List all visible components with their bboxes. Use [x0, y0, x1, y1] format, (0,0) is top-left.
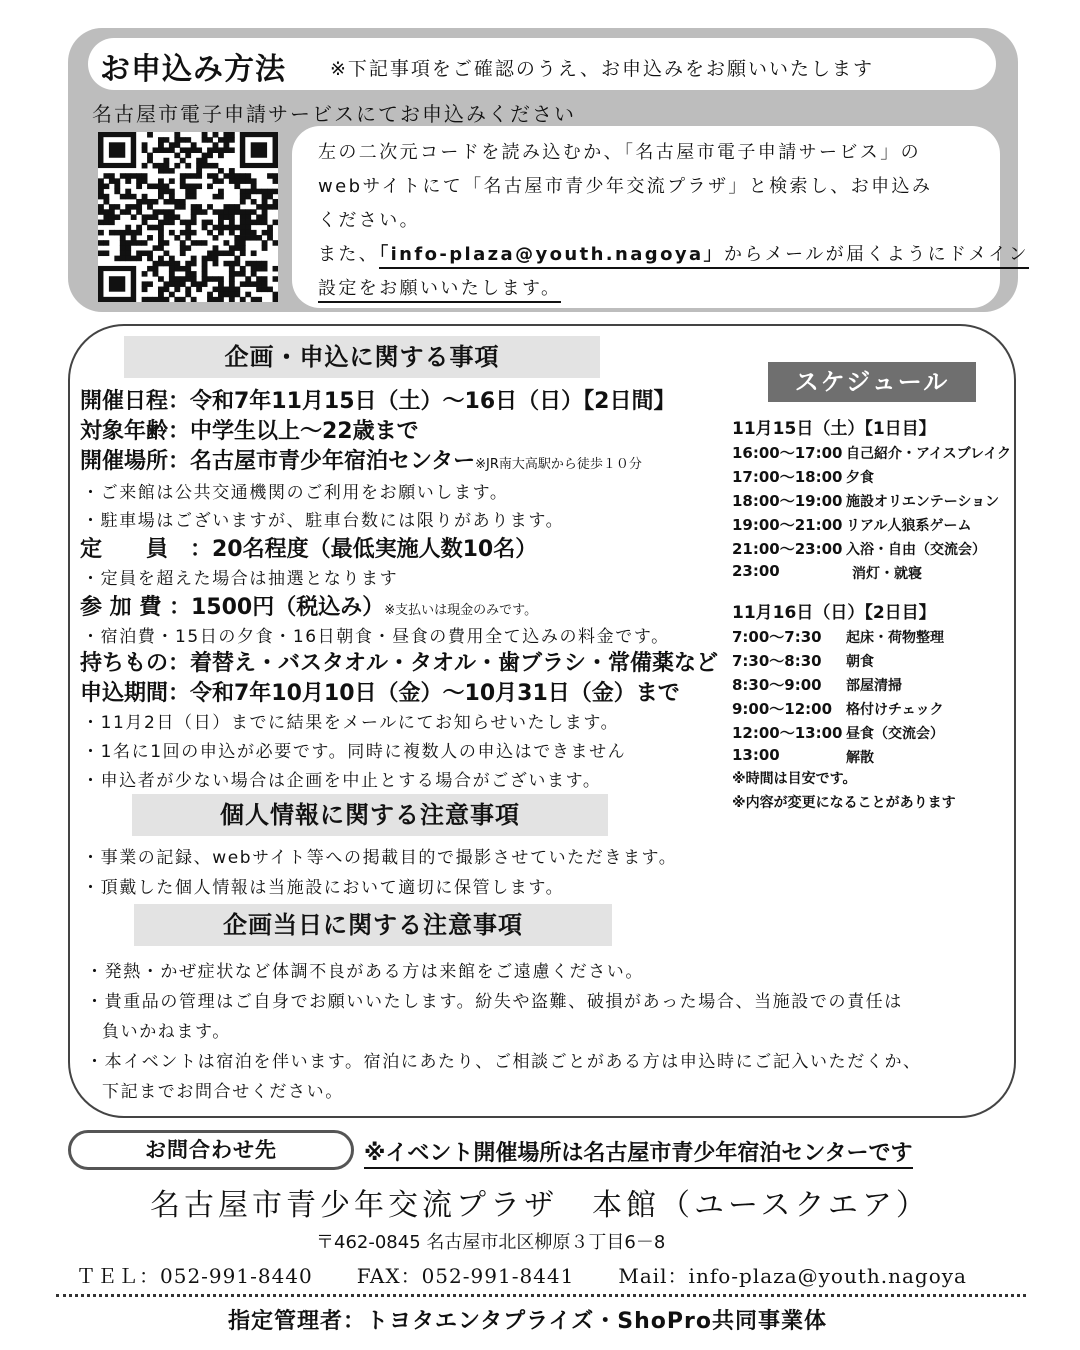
schedule-time: 23:00 — [732, 562, 780, 580]
schedule-time: 16:00～17:00 — [732, 444, 843, 462]
schedule-day1-title: 11月15日（土）【1日目】 — [732, 419, 936, 439]
items-to-bring: 持ちもの：着替え・バスタオル・タオル・歯ブラシ・常備薬など — [80, 651, 719, 676]
venue-bullet: ・ご来館は公共交通機関のご利用をお願いします。 — [82, 483, 509, 503]
schedule-time: 7:30～8:30 — [732, 652, 822, 670]
fee-bullet: ・宿泊費・15日の夕食・16日朝食・昼食の費用全て込みの料金です。 — [82, 627, 670, 647]
schedule-time: 21:00～23:00 — [732, 540, 843, 558]
schedule-time: 19:00～21:00 — [732, 516, 843, 534]
event-day-bullet: ・貴重品の管理はご自身でお願いいたします。紛失や盗難、破損があった場合、当施設での責任は — [86, 992, 903, 1012]
application-subtitle: 名古屋市電子申請サービスにてお申込みください — [92, 102, 576, 126]
schedule-time: 7:00～7:30 — [732, 628, 822, 646]
event-day-bullet: ・発熱・かぜ症状など体調不良がある方は来館をご遠慮ください。 — [86, 962, 644, 982]
contact-label: お問合わせ先 — [68, 1130, 354, 1170]
privacy-bullet: ・事業の記録、webサイト等への掲載目的で撮影させていただきます。 — [82, 848, 678, 868]
application-domain-line-end — [318, 274, 561, 300]
schedule-activity: 施設オリエンテーション — [846, 494, 1000, 510]
venue-notice — [364, 1136, 913, 1169]
designated-manager: 指定管理者：トヨタエンタプライズ・ShoPro共同事業体 — [228, 1309, 827, 1334]
schedule-activity: 格付けチェック — [846, 702, 944, 718]
application-note: ※下記事項をご確認のうえ、お申込みをお願いいたします — [330, 58, 875, 80]
schedule-time: 17:00～18:00 — [732, 468, 843, 486]
organization-contact-line — [76, 1260, 967, 1289]
application-domain-line — [318, 240, 1029, 266]
fee-payment-note: ※支払いは現金のみです。 — [384, 603, 538, 618]
event-day-bullet-cont: 下記までお問合せください。 — [102, 1082, 344, 1102]
venue-notice-mark: ※ — [364, 1141, 386, 1166]
venue-access-note: ※JR南大高駅から徒歩１０分 — [475, 457, 642, 472]
section-heading-event-day: 企画当日に関する注意事項 — [134, 904, 612, 946]
schedule-activity: 部屋清掃 — [846, 678, 902, 694]
venue-notice-text: イベント開催場所は名古屋市青少年宿泊センターです — [385, 1141, 913, 1166]
application-instruction-line: 左の二次元コードを読み込むか、「名古屋市電子申請サービス」の — [318, 142, 921, 163]
schedule-activity: 起床・荷物整理 — [846, 630, 944, 646]
dotted-divider — [56, 1294, 1026, 1297]
application-title: お申込み方法 — [100, 52, 286, 87]
schedule-activity: 朝食 — [846, 654, 874, 670]
fax-number: FAX：052-991-8441 — [356, 1264, 575, 1288]
domain-line-prefix: また、 — [318, 244, 380, 265]
schedule-activity: 入浴・自由（交流会） — [846, 542, 986, 558]
qr-code-icon[interactable] — [98, 132, 278, 302]
phone-number[interactable]: ＴＥＬ：052-991-8440 — [76, 1264, 313, 1288]
schedule-time: 9:00～12:00 — [732, 700, 833, 718]
schedule-time: 18:00～19:00 — [732, 492, 843, 510]
period-bullet: ・1名に1回の申込が必要です。同時に複数人の申込はできません — [82, 742, 627, 762]
application-instruction-line: webサイトにて「名古屋市青少年交流プラザ」と検索し、お申込み — [318, 176, 933, 197]
schedule-activity: 昼食（交流会） — [846, 726, 944, 742]
contact-email[interactable]: Mail：info-plaza@youth.nagoya — [618, 1264, 967, 1288]
participation-fee — [80, 590, 537, 621]
schedule-activity: 自己紹介・アイスブレイク — [846, 446, 1012, 462]
schedule-time: 13:00 — [732, 746, 780, 764]
period-bullet: ・申込者が少ない場合は企画を中止とする場合がございます。 — [82, 771, 602, 791]
schedule-time: 8:30～9:00 — [732, 676, 822, 694]
capacity: 定 員 ：20名程度（最低実施人数10名） — [80, 537, 538, 562]
schedule-activity: 解散 — [846, 750, 874, 766]
event-date: 開催日程：令和7年11月15日（土）～16日（日）【2日間】 — [80, 389, 676, 414]
schedule-time: 12:00～13:00 — [732, 724, 843, 742]
event-day-bullet: ・本イベントは宿泊を伴います。宿泊にあたり、ご相談ごとがある方は申込時にご記入いただくか、 — [86, 1052, 922, 1072]
schedule-activity: リアル人狼系ゲーム — [846, 518, 972, 534]
domain-line-rest: からメールが届くようにドメイン — [723, 244, 1030, 265]
schedule-day2-title: 11月16日（日）【2日目】 — [732, 603, 936, 623]
section-heading-privacy: 個人情報に関する注意事項 — [132, 794, 608, 836]
application-period: 申込期間：令和7年10月10日（金）～10月31日（金）まで — [80, 681, 680, 706]
schedule-heading: スケジュール — [768, 362, 976, 402]
capacity-bullet: ・定員を超えた場合は抽選となります — [82, 569, 399, 589]
fee-amount: 参 加 費 ：1500円（税込み） — [80, 595, 385, 620]
schedule-activity: 夕食 — [846, 470, 874, 486]
privacy-bullet: ・頂戴した個人情報は当施設において適切に保管します。 — [82, 878, 565, 898]
venue-name: 開催場所：名古屋市青少年宿泊センター — [80, 449, 476, 474]
contact-email-link[interactable]: 「info-plaza@youth.nagoya」 — [379, 244, 724, 265]
event-day-bullet-cont: 負いかねます。 — [102, 1022, 231, 1042]
application-instruction-line: ください。 — [318, 210, 420, 231]
venue-bullet: ・駐車場はございますが、駐車台数には限りがあります。 — [82, 511, 565, 531]
schedule-activity: 消灯・就寝 — [852, 566, 922, 582]
domain-setting-text: 設定をお願いいたします。 — [318, 278, 561, 303]
venue — [80, 444, 642, 475]
period-bullet: ・11月2日（日）までに結果をメールにてお知らせいたします。 — [82, 713, 620, 733]
organization-address: 〒462-0845 名古屋市北区柳原３丁目6－8 — [316, 1232, 666, 1253]
target-age: 対象年齢：中学生以上～22歳まで — [80, 419, 419, 444]
organization-name: 名古屋市青少年交流プラザ 本館（ユースクエア） — [150, 1188, 930, 1223]
schedule-note: ※内容が変更になることがあります — [732, 795, 956, 811]
schedule-note: ※時間は目安です。 — [732, 771, 857, 787]
section-heading-plan: 企画・申込に関する事項 — [124, 336, 600, 378]
